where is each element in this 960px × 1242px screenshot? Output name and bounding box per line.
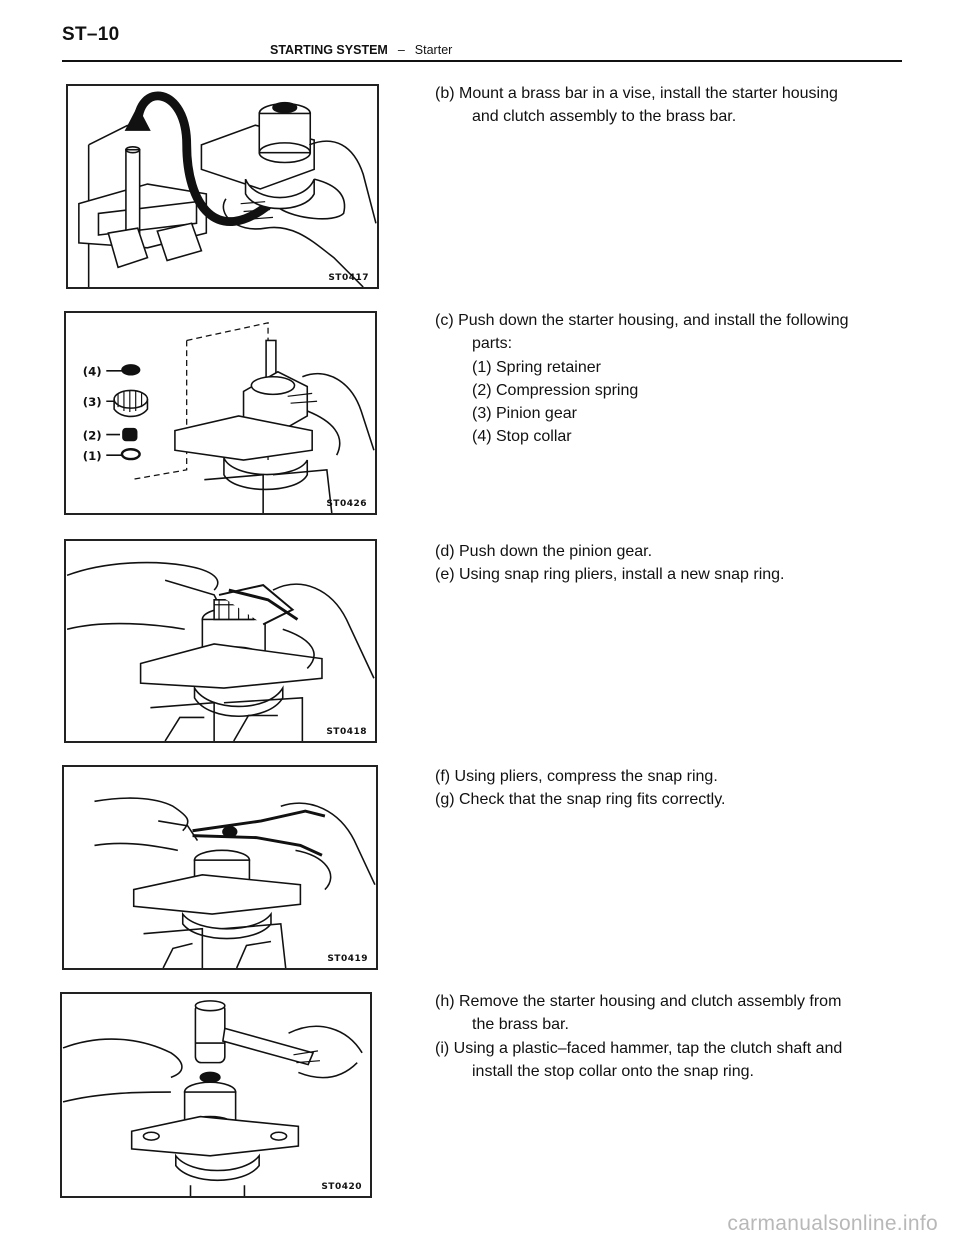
step-line: (g) Check that the snap ring fits correctly. — [435, 791, 726, 809]
figure-st0419 — [62, 765, 378, 970]
step-line: (f) Using pliers, compress the snap ring. — [435, 768, 718, 785]
step-line: (e) Using snap ring pliers, install a new snap ring. — [435, 566, 785, 584]
figure-code: ST0420 — [321, 1182, 362, 1192]
part-label-1: (1) — [82, 449, 102, 464]
figure-st0420 — [60, 992, 372, 1198]
step-line: parts: — [472, 335, 513, 353]
running-header — [270, 43, 452, 57]
figure-code: ST0426 — [326, 499, 367, 509]
step-line: and clutch assembly to the brass bar. — [472, 108, 737, 126]
part-label-4: (4) — [82, 364, 102, 379]
step-line: (3) Pinion gear — [472, 405, 577, 423]
figure-st0417 — [66, 84, 379, 289]
header-separator: – — [397, 43, 405, 57]
figure-code: ST0417 — [328, 273, 369, 283]
page-number: ST–10 — [62, 24, 120, 45]
parts-exploded-illustration — [66, 313, 375, 513]
figure-code: ST0419 — [327, 954, 368, 964]
figure-st0418 — [64, 539, 377, 743]
section-title: STARTING SYSTEM — [270, 43, 388, 57]
step-d-e — [435, 540, 885, 587]
step-line: install the stop collar onto the snap ring. — [472, 1062, 754, 1080]
brass-bar-vise-illustration — [68, 86, 377, 287]
step-line: (i) Using a plastic–faced hammer, tap the clutch shaft and — [435, 1039, 843, 1057]
subsection-title: Starter — [414, 43, 453, 57]
step-c — [435, 309, 885, 449]
step-line: (c) Push down the starter housing, and install the following — [435, 312, 849, 329]
step-line: the brass bar. — [472, 1016, 569, 1034]
step-line: (2) Compression spring — [472, 381, 639, 399]
step-f-g — [435, 765, 885, 812]
step-line: (b) Mount a brass bar in a vise, install the starter housing — [435, 85, 838, 102]
step-line: (d) Push down the pinion gear. — [435, 543, 653, 560]
step-h-i — [435, 990, 885, 1083]
step-line: (h) Remove the starter housing and clutch assembly from — [435, 993, 842, 1010]
step-line: (4) Stop collar — [472, 428, 572, 446]
part-label-2: (2) — [82, 428, 102, 443]
watermark: carmanualsonline.info — [727, 1212, 938, 1235]
header-rule — [62, 60, 902, 62]
step-b — [435, 82, 885, 129]
figure-code: ST0418 — [326, 727, 367, 737]
step-line: (1) Spring retainer — [472, 358, 601, 376]
figure-st0426 — [64, 311, 377, 515]
compress-snap-ring-illustration — [64, 767, 376, 968]
snap-ring-pliers-illustration — [66, 541, 375, 741]
hammer-tap-illustration — [62, 994, 370, 1196]
part-label-3: (3) — [82, 395, 102, 410]
